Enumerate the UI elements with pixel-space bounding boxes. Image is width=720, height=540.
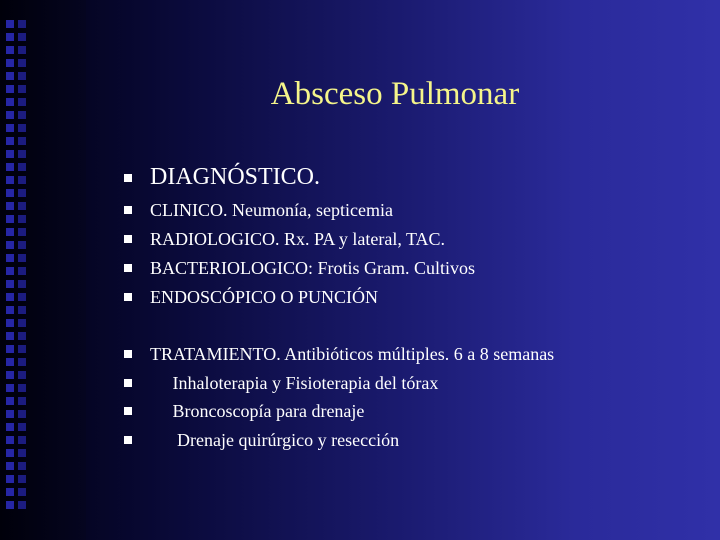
- decorative-square-icon: [6, 33, 14, 41]
- slide-title: Absceso Pulmonar: [270, 76, 520, 112]
- decorative-square-icon: [6, 98, 14, 106]
- decorative-square-icon: [6, 488, 14, 496]
- decorative-square-icon: [6, 280, 14, 288]
- decorative-square-icon: [6, 397, 14, 405]
- decorative-square-icon: [18, 462, 26, 470]
- square-bullet-icon: [124, 293, 132, 301]
- decorative-square-icon: [18, 72, 26, 80]
- list-item-text: ENDOSCÓPICO O PUNCIÓN: [150, 287, 379, 307]
- decorative-square-icon: [6, 59, 14, 67]
- decorative-square-icon: [18, 423, 26, 431]
- decorative-square-icon: [18, 124, 26, 132]
- square-bullet-icon: [124, 350, 132, 358]
- square-bullet-icon: [124, 174, 132, 182]
- list-item-text: Broncoscopía para drenaje: [150, 401, 365, 421]
- decorative-square-icon: [6, 85, 14, 93]
- decorative-square-icon: [18, 475, 26, 483]
- decorative-square-icon: [18, 345, 26, 353]
- decorative-square-icon: [18, 98, 26, 106]
- decorative-square-icon: [18, 488, 26, 496]
- decorative-square-icon: [6, 462, 14, 470]
- decorative-square-icon: [6, 228, 14, 236]
- decorative-square-icon: [6, 293, 14, 301]
- decorative-square-icon: [6, 176, 14, 184]
- decorative-square-icon: [6, 306, 14, 314]
- square-bullet-icon: [124, 235, 132, 243]
- decorative-square-icon: [18, 319, 26, 327]
- decorative-square-icon: [6, 449, 14, 457]
- list-item-radiologico: [124, 228, 684, 258]
- decor-square-column-right: [18, 20, 28, 514]
- decorative-square-icon: [18, 111, 26, 119]
- decorative-square-icon: [18, 306, 26, 314]
- list-item-text: CLINICO. Neumonía, septicemia: [150, 200, 393, 220]
- decorative-square-icon: [18, 228, 26, 236]
- decorative-square-icon: [6, 319, 14, 327]
- decorative-square-icon: [6, 384, 14, 392]
- decorative-square-icon: [6, 436, 14, 444]
- decorative-square-icon: [6, 241, 14, 249]
- list-item-text: RADIOLOGICO. Rx. PA y lateral, TAC.: [150, 229, 446, 249]
- decorative-square-icon: [6, 215, 14, 223]
- decorative-square-icon: [6, 423, 14, 431]
- decorative-square-icon: [6, 137, 14, 145]
- decorative-square-icon: [6, 410, 14, 418]
- decorative-square-icon: [18, 176, 26, 184]
- decorative-square-icon: [18, 163, 26, 171]
- list-item-bacteriologico: [124, 257, 684, 287]
- decorative-square-icon: [6, 163, 14, 171]
- decor-square-column-left: [6, 20, 16, 514]
- decorative-square-icon: [18, 293, 26, 301]
- decorative-square-icon: [18, 202, 26, 210]
- decorative-square-icon: [6, 254, 14, 262]
- list-item-text: TRATAMIENTO. Antibióticos múltiples. 6 a 8 semanas: [150, 344, 555, 364]
- decorative-square-icon: [18, 85, 26, 93]
- square-bullet-icon: [124, 379, 132, 387]
- decorative-square-icon: [18, 410, 26, 418]
- decorative-square-icon: [18, 59, 26, 67]
- decorative-square-icon: [18, 267, 26, 275]
- decorative-square-icon: [18, 436, 26, 444]
- decorative-square-icon: [18, 241, 26, 249]
- decorative-square-icon: [18, 449, 26, 457]
- list-item-text: Drenaje quirúrgico y resección: [150, 430, 400, 450]
- decorative-square-icon: [6, 124, 14, 132]
- decorative-square-icon: [6, 150, 14, 158]
- list-item-tratamiento: [124, 343, 684, 373]
- decorative-square-icon: [18, 150, 26, 158]
- decorative-square-icon: [18, 358, 26, 366]
- decorative-square-icon: [18, 280, 26, 288]
- decorative-square-icon: [18, 33, 26, 41]
- list-item-clinico: [124, 199, 684, 229]
- list-item-endoscopico: [124, 286, 684, 316]
- decorative-square-icon: [18, 397, 26, 405]
- list-item-broncoscopia: [124, 400, 684, 430]
- list-item-inhaloterapia: [124, 372, 684, 402]
- decorative-square-icon: [6, 332, 14, 340]
- decorative-square-icon: [18, 20, 26, 28]
- decorative-square-icon: [6, 501, 14, 509]
- decorative-square-icon: [6, 358, 14, 366]
- decorative-square-icon: [6, 46, 14, 54]
- square-bullet-icon: [124, 206, 132, 214]
- square-bullet-icon: [124, 407, 132, 415]
- decorative-square-icon: [6, 475, 14, 483]
- decorative-square-icon: [6, 111, 14, 119]
- square-bullet-icon: [124, 264, 132, 272]
- list-item-drenaje: [124, 429, 684, 459]
- list-item-text: DIAGNÓSTICO.: [150, 164, 320, 190]
- decorative-square-icon: [6, 371, 14, 379]
- list-item-diagnostico: [124, 162, 684, 192]
- left-decorative-strip: [0, 0, 86, 540]
- decorative-square-icon: [18, 46, 26, 54]
- decorative-square-icon: [6, 72, 14, 80]
- decorative-square-icon: [18, 215, 26, 223]
- square-bullet-icon: [124, 436, 132, 444]
- list-item-text: BACTERIOLOGICO: Frotis Gram. Cultivos: [150, 258, 476, 278]
- decorative-square-icon: [18, 501, 26, 509]
- decorative-square-icon: [18, 371, 26, 379]
- decorative-square-icon: [18, 189, 26, 197]
- decorative-square-icon: [6, 189, 14, 197]
- list-item-text: Inhaloterapia y Fisioterapia del tórax: [150, 373, 439, 393]
- decorative-square-icon: [18, 137, 26, 145]
- decorative-square-icon: [6, 267, 14, 275]
- decorative-square-icon: [18, 384, 26, 392]
- decorative-square-icon: [6, 202, 14, 210]
- decorative-square-icon: [6, 345, 14, 353]
- decorative-square-icon: [6, 20, 14, 28]
- decorative-square-icon: [18, 254, 26, 262]
- decorative-square-icon: [18, 332, 26, 340]
